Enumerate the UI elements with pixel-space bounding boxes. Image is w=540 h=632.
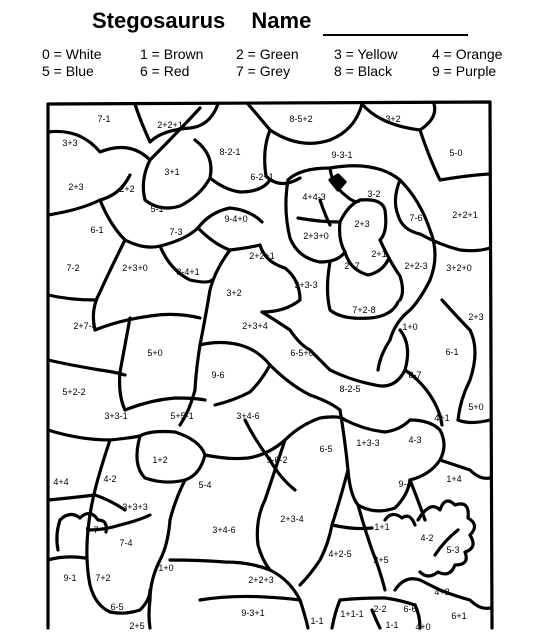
region-line	[340, 410, 410, 511]
legend-item: 9 = Purple	[432, 63, 497, 79]
math-problem[interactable]: 5+5-1	[170, 411, 194, 421]
math-problem[interactable]: 2+1	[371, 249, 387, 259]
region-line	[93, 240, 125, 330]
math-problem[interactable]: 1+0	[402, 322, 418, 332]
math-problem[interactable]: 2+2+1	[157, 120, 183, 130]
math-problem[interactable]: 2+5	[129, 621, 145, 631]
math-problem[interactable]: 8-5+2	[289, 114, 313, 124]
math-problem[interactable]: 9-4	[398, 479, 412, 489]
math-problem[interactable]: 3+3-3	[294, 280, 318, 290]
math-problem[interactable]: 7-4	[119, 538, 133, 548]
math-problem[interactable]: 2+2+3	[248, 575, 274, 585]
math-problem[interactable]: 6-1	[90, 225, 104, 235]
region-line	[48, 495, 95, 500]
region-line	[395, 579, 440, 590]
math-problem[interactable]: 7-2	[66, 263, 80, 273]
math-problem[interactable]: 2+2+1	[452, 210, 478, 220]
math-problem[interactable]: 9-3-1	[331, 150, 353, 160]
region-line	[48, 175, 130, 215]
math-problem[interactable]: 9-4+0	[224, 214, 248, 224]
math-problem[interactable]: 9-3+1	[241, 608, 265, 618]
math-problem[interactable]: 1+1	[374, 522, 390, 532]
math-problem[interactable]: 6-1	[445, 347, 459, 357]
region-line	[137, 432, 205, 483]
math-problem[interactable]: 4-2	[103, 474, 117, 484]
region-line	[270, 365, 340, 410]
region-line	[410, 420, 444, 480]
math-problem[interactable]: 3+3+3	[122, 502, 148, 512]
math-problem[interactable]: 7+2-8	[352, 305, 376, 315]
math-problem[interactable]: 2+5	[373, 555, 389, 565]
math-problem[interactable]: 2+3	[468, 312, 484, 322]
math-problem[interactable]: 9-6-2	[266, 455, 288, 465]
legend-item: 0 = White	[42, 46, 102, 62]
math-problem[interactable]: 5-0	[449, 148, 463, 158]
region-line	[125, 398, 205, 410]
region-line	[458, 420, 490, 423]
legend-item: 6 = Red	[140, 63, 190, 79]
region-line	[200, 596, 300, 600]
math-problem[interactable]: 6-6	[403, 604, 417, 614]
math-problem[interactable]: 2+2+1	[249, 251, 275, 261]
math-problem[interactable]: 1+1-1	[340, 609, 364, 619]
math-problem[interactable]: 8-4+1	[176, 267, 200, 277]
region-line	[48, 430, 140, 440]
math-problem[interactable]: 9-7	[85, 525, 99, 535]
math-problem[interactable]: 3+2	[226, 288, 242, 298]
region-line	[87, 530, 110, 612]
math-problem[interactable]: 4+3	[434, 587, 450, 597]
region-line	[298, 218, 340, 222]
math-problem[interactable]: 1+4	[446, 474, 462, 484]
math-problem[interactable]: 2+3	[68, 182, 84, 192]
math-problem[interactable]: 4+4	[53, 477, 69, 487]
math-problem[interactable]: 6-5	[319, 444, 333, 454]
math-problem[interactable]: 5-1	[150, 204, 164, 214]
math-problem[interactable]: 2+3+4	[242, 321, 268, 331]
math-problem[interactable]: 9-6	[211, 370, 225, 380]
math-problem[interactable]: 7-1	[97, 114, 111, 124]
region-line	[332, 600, 340, 628]
region-line	[57, 520, 60, 550]
math-problem[interactable]: 4-2	[420, 533, 434, 543]
region-line	[48, 557, 85, 560]
legend-item: 4 = Orange	[432, 46, 503, 62]
region-line	[149, 480, 185, 628]
region-line	[262, 312, 330, 370]
math-problem[interactable]: 1+0	[158, 563, 174, 573]
math-problem[interactable]: 3+1	[164, 167, 180, 177]
math-problem[interactable]: 4+0	[415, 622, 431, 632]
region-line	[48, 360, 125, 375]
math-problem[interactable]: 2-2	[373, 604, 387, 614]
region-line	[100, 200, 198, 247]
math-problem[interactable]: 2+7-4	[73, 321, 97, 331]
legend-item: 2 = Green	[236, 46, 299, 62]
math-problem[interactable]: 2+7	[344, 261, 360, 271]
math-problem[interactable]: 5-3	[446, 545, 460, 555]
math-problem[interactable]: 3+3	[62, 138, 78, 148]
legend-item: 7 = Grey	[236, 63, 291, 79]
region-line	[48, 295, 95, 300]
legend-item: 8 = Black	[334, 63, 392, 79]
region-line	[170, 560, 308, 628]
math-problem[interactable]: 4+4-3	[302, 192, 326, 202]
worksheet-title: Stegosaurus	[92, 8, 226, 33]
math-problem[interactable]: 2+2	[119, 184, 135, 194]
legend-item: 3 = Yellow	[334, 46, 398, 62]
math-problem[interactable]: 8-2-1	[219, 147, 241, 157]
math-problem[interactable]: 3+3-1	[104, 411, 128, 421]
math-problem[interactable]: 8-2-5	[339, 384, 361, 394]
math-problem[interactable]: 2+3	[354, 219, 370, 229]
math-problem[interactable]: 6-2+1	[250, 172, 274, 182]
math-problem[interactable]: 2+3+0	[122, 263, 148, 273]
math-problem[interactable]: 3+2+0	[446, 263, 472, 273]
region-line	[330, 330, 408, 386]
math-problem[interactable]: 5+0	[147, 348, 163, 358]
math-problem[interactable]: 3+4-6	[236, 411, 260, 421]
region-line	[358, 505, 385, 590]
region-line	[378, 340, 390, 370]
region-line	[345, 420, 410, 432]
region-line	[95, 314, 200, 330]
math-problem[interactable]: 8-7	[408, 370, 422, 380]
name-label: Name	[251, 8, 312, 33]
math-problem[interactable]: 3+2	[385, 114, 401, 124]
math-problem[interactable]: 5-4	[198, 480, 212, 490]
math-problem[interactable]: 6-5	[110, 602, 124, 612]
math-problem[interactable]: 9-1	[63, 573, 77, 583]
region-line	[88, 440, 110, 530]
legend-item: 1 = Brown	[140, 46, 204, 62]
math-problem[interactable]: 4-3	[408, 435, 422, 445]
math-problem[interactable]: 1+2	[152, 455, 168, 465]
math-problem[interactable]: 2+3+0	[303, 231, 329, 241]
math-problem[interactable]: 1-1	[310, 616, 324, 626]
math-problem[interactable]: 7-3	[169, 227, 183, 237]
math-problem[interactable]: 3-2	[367, 189, 381, 199]
region-line	[95, 495, 125, 510]
math-problem[interactable]: 7-6	[409, 213, 423, 223]
region-line	[120, 318, 130, 410]
math-problem[interactable]: 4+1	[434, 413, 450, 423]
math-problem[interactable]: 6-5+0	[290, 348, 314, 358]
math-problem[interactable]: 3+4-6	[212, 525, 236, 535]
math-problem[interactable]: 4+2-5	[328, 549, 352, 559]
math-problem[interactable]: 2+3-4	[280, 514, 304, 524]
math-problem[interactable]: 6+1	[451, 611, 467, 621]
region-line	[48, 108, 200, 160]
math-problem[interactable]: 1+3-3	[356, 438, 380, 448]
math-problem[interactable]: 5+0	[468, 402, 484, 412]
region-line	[198, 228, 260, 250]
math-problem[interactable]: 2+2-3	[404, 261, 428, 271]
math-problem[interactable]: 7+2	[95, 573, 111, 583]
dinosaur-eye	[330, 175, 345, 190]
math-problem[interactable]: 5+2-2	[62, 387, 86, 397]
region-line	[420, 234, 490, 251]
math-problem[interactable]: 1-1	[385, 620, 399, 630]
legend-item: 5 = Blue	[42, 63, 94, 79]
